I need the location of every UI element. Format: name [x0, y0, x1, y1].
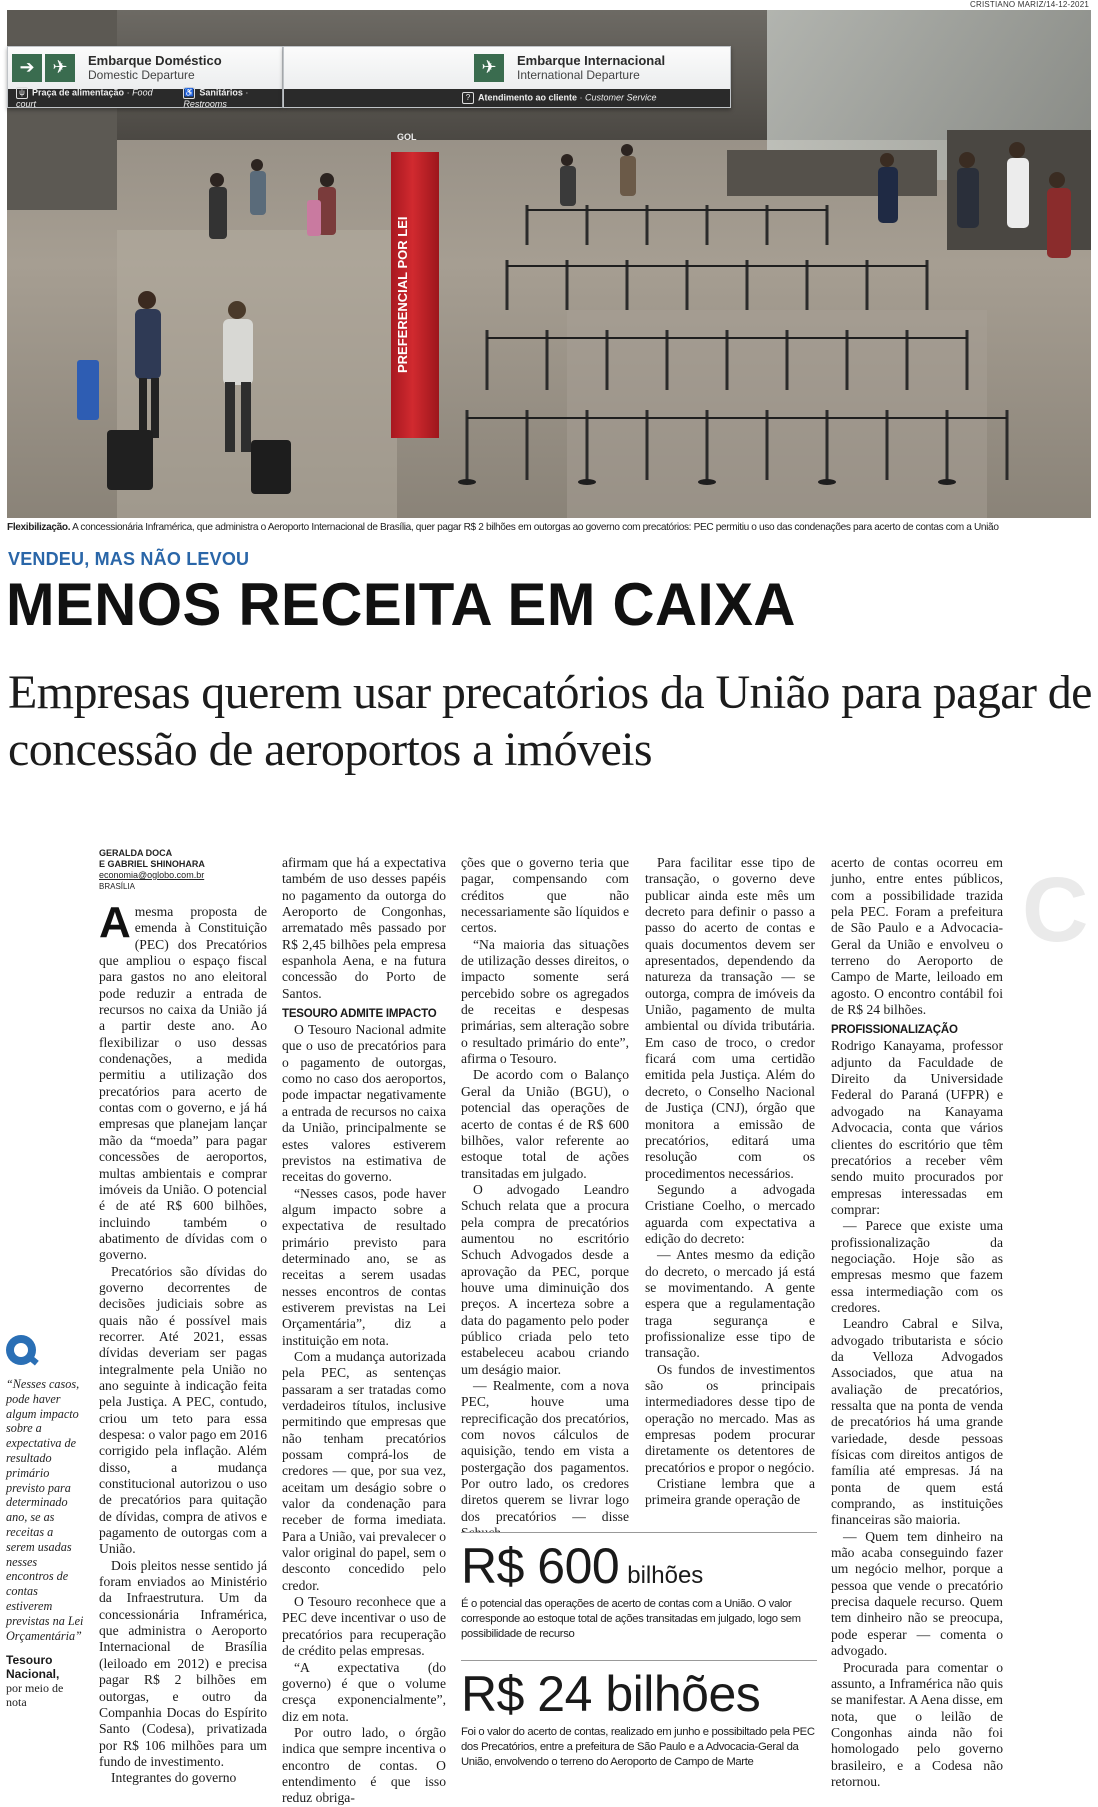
restroom-label-en: Restrooms [183, 99, 227, 109]
subheading: TESOURO ADMITE IMPACTO [282, 1008, 437, 1021]
paragraph: Integrantes do governo [111, 1770, 237, 1786]
paragraph: “Na maioria das situações de utilização desses direitos, o impacto somente será percebido sobre os agregados de receitas e despesas primárias, sem alteração sobre o resultado primário do ente”, afirma o Tesouro. [461, 936, 629, 1067]
column-4 [645, 855, 815, 1509]
sign-title: Embarque Internacional [517, 53, 666, 68]
paragraph: O Tesouro reconhece que a PEC deve incentivar o uso de precatórios para recuperação de crédito pelas empresas. [282, 1594, 446, 1659]
airport-photo [7, 10, 1091, 518]
departure-plane-icon: ✈ [45, 54, 75, 82]
dateline: BRASÍLIA [99, 882, 136, 891]
paragraph: Segundo a advogada Cristiane Coelho, o mercado aguarda com expectativa a edição do decreto: [645, 1181, 815, 1246]
paragraph: Dois pleitos nesse sentido já foram enviados ao Ministério da Infraestrutura. Um da concessionária Inframérica, que administra o Aeroporto Internacional de Brasília (leiloado em 2012) e precisa pagar R$ 2 bilhões em outorgas, e outro da Companhia Docas do Espírito Santo (Codesa), privatizada por R$ 106 milhões para um fundo de investimento. [99, 1557, 267, 1769]
photo-credit: CRISTIANO MARIZ/14-12-2021 [969, 0, 1089, 9]
author-2: E GABRIEL SHINOHARA [99, 859, 205, 869]
paragraph: Cristiane lembra que a primeira grande operação de [645, 1476, 815, 1508]
figure-unit: bilhões [627, 1562, 704, 1589]
pillar-text: PREFERENCIAL POR LEI [395, 216, 410, 374]
international-departure-sign: ✈ Embarque Internacional International Departure ? Atendimento ao cliente · Customer Service [283, 46, 731, 108]
paragraph: Leandro Cabral e Silva, advogado tributarista e sócio da Velloza Advogados Associados, que atua na avaliação de precatórios, ressalta que na ponta de venda de precatórios há uma grande variedade, desde pessoas físicas com direitos antigos de família até empresas. Já na ponta de quem está comprando, as instituições financeiras são maioria. [831, 1316, 1003, 1528]
paragraph-text: mesma proposta de emenda à Constituição (PEC) dos Precatórios que ampliou o espaço fiscal para gastos no ano eleitoral pode reduzir a entrada de recursos no caixa da União já a partir deste ano. Ao flexibilizar o uso dessas condenações, a medida permitiu a utilização dos precatórios para acerto de contas com o governo, e já há empresas que planejam lançar mão da “moeda” para pagar concessões de aeroportos, multas ambientais e comprar imóveis da União. O potencial é de até R$ 600 bilhões, incluindo também o abatimento de dívidas com o governo. [99, 904, 267, 1263]
drop-cap: A [99, 898, 131, 947]
pull-quote-text: “Nesses casos, pode haver algum impacto sobre a expectativa de resultado primário previsto para determinado ano, se as receitas a serem usadas nesses encontros de contas estiverem previstas na Lei Orçamentária” [6, 1377, 84, 1643]
figure-box-2 [461, 1660, 817, 1769]
customer-service-label-en: Customer Service [585, 92, 657, 103]
subheading: PROFISSIONALIZAÇÃO [831, 1024, 958, 1037]
figure-value [461, 1665, 817, 1723]
deck: Empresas querem usar precatórios da União para pagar de concessão de aeroportos a imóveis [8, 666, 1092, 776]
food-court-icon: ψ [16, 87, 28, 99]
paragraph: O advogado Leandro Schuch relata que a procura pela compra de precatórios aumentou no escritório Schuch Advogados desde a aprovação da PEC, porque houve uma diminuição dos preços. A incerteza sobre a data do pagamento pelo poder público criada pelo teto estabeleceu acabou criando um deságio maior. [461, 1181, 629, 1377]
customer-service-icon: ? [462, 92, 474, 104]
pull-quote-source: Tesouro Nacional, [6, 1653, 60, 1682]
pull-quote [6, 1335, 84, 1709]
domestic-departure-sign: ➔ ✈ Embarque Doméstico Domestic Departure ψ Praça de alimentação · Food court ♿ Sanitários · Restrooms [7, 46, 283, 108]
column-2 [282, 855, 446, 1807]
food-court-label: Praça de alimentação [32, 87, 125, 98]
paragraph: Com a mudança autorizada pela PEC, as sentenças passaram a ser tratadas como verdadeiros títulos, inclusive permitindo que empresas que não tenham precatórios possam comprá-los de credores — que, por sua vez, aceitam um deságio sobre o valor da condenação para receber de forma imediata. Para a União, vai prevalecer o valor original do papel, sem o desconto concedido pelo credor. [282, 1348, 446, 1593]
food-court-label-en: Food court [16, 87, 153, 109]
paragraph: De acordo com o Balanço Geral da União (BGU), o potencial das operações de acerto de contas é de R$ 600 bilhões, valor referente ao estoque total de ações transitadas em julgado. [461, 1067, 629, 1181]
ghost-letter: C [1022, 859, 1089, 961]
sign-subtitle: International Departure [517, 68, 640, 82]
sign-subtitle: Domestic Departure [88, 68, 195, 82]
quote-icon [6, 1335, 36, 1365]
restroom-label: Sanitários [199, 87, 243, 98]
column-3 [461, 855, 629, 1541]
paragraph: ções que o governo teria que pagar, compensando com créditos que não necessariamente são líquidos e certos. [461, 855, 629, 936]
airline-logo: GOL [397, 132, 417, 142]
author-1: GERALDA DOCA [99, 848, 173, 858]
kicker: VENDEU, MAS NÃO LEVOU [8, 549, 250, 569]
figure-value [461, 1537, 817, 1595]
column-5 [831, 855, 1003, 1790]
pull-quote-source-note: por meio de nota [6, 1681, 64, 1710]
figure-description: Foi o valor do acerto de contas, realizado em junho e possibiltado pela PEC dos Precatórios, entre a prefeitura de São Paulo e a Advocacia-Geral da União, envolvendo o terreno do Aeroporto de Campo de Marte [461, 1726, 815, 1768]
paragraph: — Antes mesmo da edição do decreto, o mercado já está se movimentando. A gente espera que a regulamentação traga segurança e profissionalize esse tipo de transação. [645, 1247, 815, 1361]
photo-caption [7, 522, 1091, 533]
headline: MENOS RECEITA EM CAIXA [6, 571, 796, 638]
paragraph: — Realmente, com a nova PEC, houve uma reprecificação dos precatórios, com novos cálculos de aquisição, tendo em vista a postergação dos pagamentos. Por outro lado, os credores diretos querem se livrar logo dos precatórios — disse [461, 1378, 629, 1524]
figure-box-1 [461, 1532, 817, 1641]
paragraph: Os fundos de investimentos são os principais intermediadores desse tipo de operação no mercado. Mas as empresas podem procurar diretamente os detentores de precatórios e propor o negócio. [645, 1361, 815, 1475]
paragraph: Procurada para comentar o assunto, a Inframérica não quis se manifestar. A Aena disse, em nota, que o leilão de Congonhas ainda não foi homologado pelo governo brasileiro, e a Codesa não retornou. [831, 1659, 1003, 1789]
paragraph [99, 898, 267, 1264]
restroom-icon: ♿ [184, 88, 195, 97]
author-email[interactable]: economia@oglobo.com.br [99, 870, 205, 880]
paragraph: O Tesouro Nacional admite que o uso de precatórios para o pagamento de outorgas, como no caso dos aeroportos, pode impactar negativamente a entrada de recursos no caixa da União, principalmente se estes valores estiverem previstos na estimativa de receitas do governo. [282, 1022, 446, 1185]
paragraph: — Quem tem dinheiro na mão acaba conseguindo fazer um negócio melhor, porque a pessoa que vende o precatório precisa daquele recurso. Quem tem dinheiro não se preocupa, pode esperar — comenta o advogado. [831, 1528, 1003, 1659]
caption-lead: Flexibilização. [7, 522, 71, 533]
priority-pillar [391, 152, 439, 438]
byline [99, 848, 267, 892]
paragraph: “A expectativa (do governo) é que o volume cresça exponencialmente”, diz em nota. [282, 1659, 446, 1724]
paragraph: “Nesses casos, pode haver algum impacto sobre a expectativa de resultado primário previsto para determinado ano, se as receitas a serem usadas nesses encontros de contas estiverem previstas na Lei Orçamentária”, diz a instituição em nota. [282, 1185, 446, 1348]
departure-plane-icon: ✈ [474, 54, 504, 82]
sign-title: Embarque Doméstico [88, 53, 222, 68]
paragraph: Por outro lado, o órgão indica que sempre incentiva o encontro de contas. O entendimento é que isso reduz obriga- [282, 1724, 446, 1806]
caption-text: A concessionária Inframérica, que administra o Aeroporto Internacional de Brasília, quer pagar R$ 2 bilhões em outorgas ao governo com precatórios: PEC permitiu o uso das condenações para acerto de contas com a União [70, 522, 999, 533]
paragraph: afirmam que há a expectativa também de uso desses papéis no pagamento da outorga do Aeroporto de Congonhas, arrematado mês passado por R$ 2,45 bilhões pela empresa espanhola Aena, e na futura concessão do Porto de Santos. [282, 855, 446, 1001]
customer-service-label: Atendimento ao cliente [478, 92, 578, 103]
figure-number: R$ 600 [461, 1538, 620, 1594]
figure-description: É o potencial das operações de acerto de contas com a União. O valor corresponde ao estoque total de ações transitadas em julgado, logo sem possibilidade de recurso [461, 1598, 801, 1640]
paragraph: acerto de contas ocorreu em junho, entre entes públicos, com a possibilidade trazida pela PEC. Foram a prefeitura de São Paulo e a Advocacia-Geral da União e envolveu o terreno do Aeroporto de Campo de Marte, leiloado em agosto. O encontro contábil foi de R$ 24 bilhões. [831, 855, 1003, 1018]
paragraph: Precatórios são dívidas do governo decorrentes de decisões judiciais sobre as quais não é possível mais recorrer. Até 2021, essas dívidas deveriam ser pagas integralmente pela União no ano seguinte à indicação feita pela Justiça. A PEC, contudo, criou um teto para essa despesa: o valor pago em 2016 corrigido pela inflação. Além disso, a mudança constitucional autorizou o uso de precatórios para quitação de dívidas, compra de ativos e pagamento de outorgas com a União. [99, 1263, 267, 1557]
paragraph: Rodrigo Kanayama, professor adjunto da Faculdade de Direito da Universidade Federal do Paraná (UFPR) e advogado na Kanayama Advocacia, conta que vários clientes do escritório que têm precatórios a receber vêm sendo muito procurados por empresas interessadas em comprar: [831, 1038, 1003, 1217]
paragraph: Para facilitar esse tipo de transação, o governo deve publicar ainda este mês um decreto para definir o passo a passo do acerto de contas e quais documentos devem ser apresentados, dependendo da natureza da transação — se outorga, compra de imóveis da União, pagamento de multa ambiental ou dívida tributária. Em caso de troco, o credor ficará com uma certidão emitida pela Justiça. Além do decreto, o Conselho Nacional de Justiça (CNJ), órgão que monitora a emissão de precatórios, editará uma resolução com os procedimentos necessários. [645, 855, 815, 1181]
paragraph: — Parece que existe uma profissionalização da negociação. Hoje são as empresas mesmo que fazem essa intermediação com os credores. [831, 1218, 1003, 1315]
column-1 [99, 848, 267, 1787]
arrow-right-icon: ➔ [12, 54, 42, 82]
figure-number: R$ 24 bilhões [461, 1666, 761, 1722]
